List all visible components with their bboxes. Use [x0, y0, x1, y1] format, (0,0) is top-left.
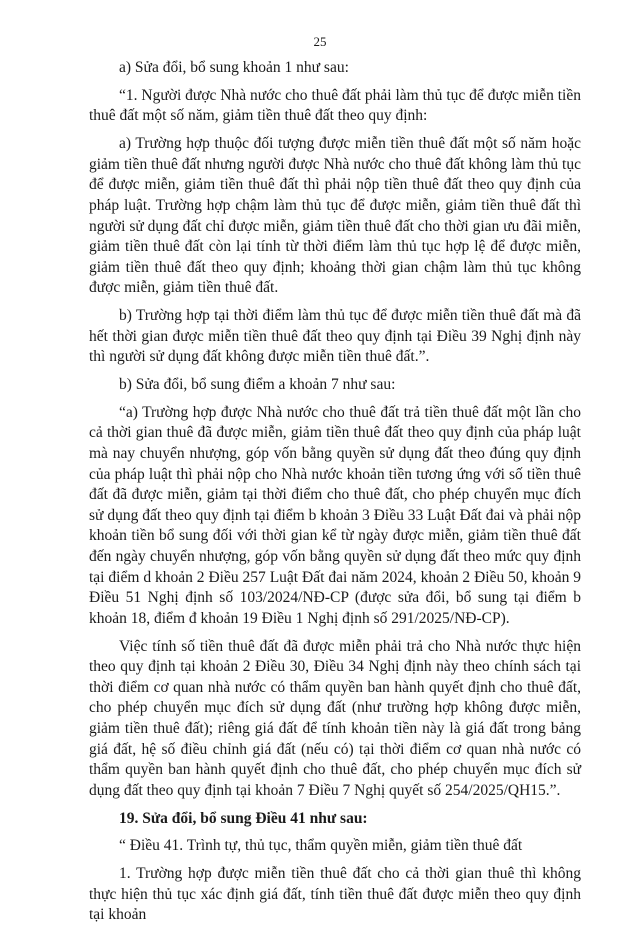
paragraph-amend-point-a-clause-7: b) Sửa đổi, bổ sung điểm a khoản 7 như sau:	[119, 376, 396, 394]
document-body	[89, 58, 581, 933]
paragraph-clause-1: “1. Người được Nhà nước cho thuê đất phải làm thủ tục để được miễn tiền thuê đất một số năm, giảm tiền thuê đất theo quy định:	[89, 86, 581, 125]
page-number: 25	[313, 34, 327, 49]
paragraph-point-a: a) Trường hợp thuộc đối tượng được miễn tiền thuê đất một số năm hoặc giảm tiền thuê đất nhưng người được Nhà nước cho thuê đất không làm thủ tục để được miễn, giảm tiền thuê đất thì phải nộp tiền thuê đất theo quy định của pháp luật. Trường hợp chậm làm thủ tục để được miễn, giảm tiền thuê đất thì người sử dụng đất chỉ được miễn, giảm tiền thuê đất cho thời gian ưu đãi miễn, giảm tiền thuê đất còn lại tính từ thời điểm làm thủ tục hợp lệ để được miễn, giảm tiền thuê đất theo quy định; khoảng thời gian chậm làm thủ tục không được miễn, giảm tiền thuê đất.	[89, 135, 581, 297]
article-41-title: “ Điều 41. Trình tự, thủ tục, thẩm quyền miễn, giảm tiền thuê đất	[119, 837, 523, 855]
section-heading-19: 19. Sửa đổi, bổ sung Điều 41 như sau:	[119, 809, 368, 827]
paragraph-amend-clause-1: a) Sửa đổi, bổ sung khoản 1 như sau:	[119, 59, 349, 76]
paragraph-calculation: Việc tính số tiền thuê đất đã được miễn phải trả cho Nhà nước thực hiện theo quy định tại khoản 2 Điều 30, Điều 34 Nghị định này theo chính sách tại thời điểm cơ quan nhà nước có thẩm quyền ban hành quyết định cho thuê đất, cho phép chuyển mục đích sử dụng đất (như trường hợp không được miễn, giảm tiền thuê đất); riêng giá đất để tính khoản tiền này là giá đất trong bảng giá đất, hệ số điều chỉnh giá đất (nếu có) tại thời điểm cơ quan nhà nước có thẩm quyền ban hành quyết định cho thuê đất, cho phép chuyển mục đích sử dụng đất theo quy định tại khoản 7 Điều 7 Nghị quyết số 254/2025/QH15.”.	[89, 637, 581, 799]
paragraph-point-a-text: “a) Trường hợp được Nhà nước cho thuê đất trả tiền thuê đất một lần cho cả thời gian thuê đã được miễn, giảm tiền thuê đất theo quy định của pháp luật mà nay chuyển nhượng, góp vốn bằng quyền sử dụng đất theo đúng quy định của pháp luật thì phải nộp cho Nhà nước khoản tiền tương ứng với số tiền thuê đất đã được miễn, giảm tại thời điểm cho thuê đất, cho phép chuyển mục đích sử dụng đất theo quy định tại điểm b khoản 3 Điều 33 Luật Đất đai và phải nộp khoản tiền bổ sung đối với thời gian kể từ ngày được miễn, giảm tiền thuê đất đến ngày chuyển nhượng, góp vốn bằng quyền sử dụng đất theo mức quy định tại điểm d khoản 2 Điều 257 Luật Đất đai năm 2024, khoản 2 Điều 50, khoản 9 Điều 51 Nghị định số 103/2024/NĐ-CP (được sửa đổi, bổ sung tại điểm b khoản 18, điểm đ khoản 19 Điều 1 Nghị định số 291/2025/NĐ-CP).	[89, 403, 581, 627]
paragraph-point-b: b) Trường hợp tại thời điểm làm thủ tục để được miễn tiền thuê đất mà đã hết thời gian được miễn tiền thuê đất theo quy định tại Điều 39 Nghị định này thì người sử dụng đất không được miễn tiền thuê đất.”.	[89, 307, 581, 366]
paragraph-article-41-clause-1: 1. Trường hợp được miễn tiền thuê đất cho cả thời gian thuê thì không thực hiện thủ tục xác định giá đất, tính tiền thuê đất được miễn theo quy định tại khoản	[89, 865, 581, 924]
